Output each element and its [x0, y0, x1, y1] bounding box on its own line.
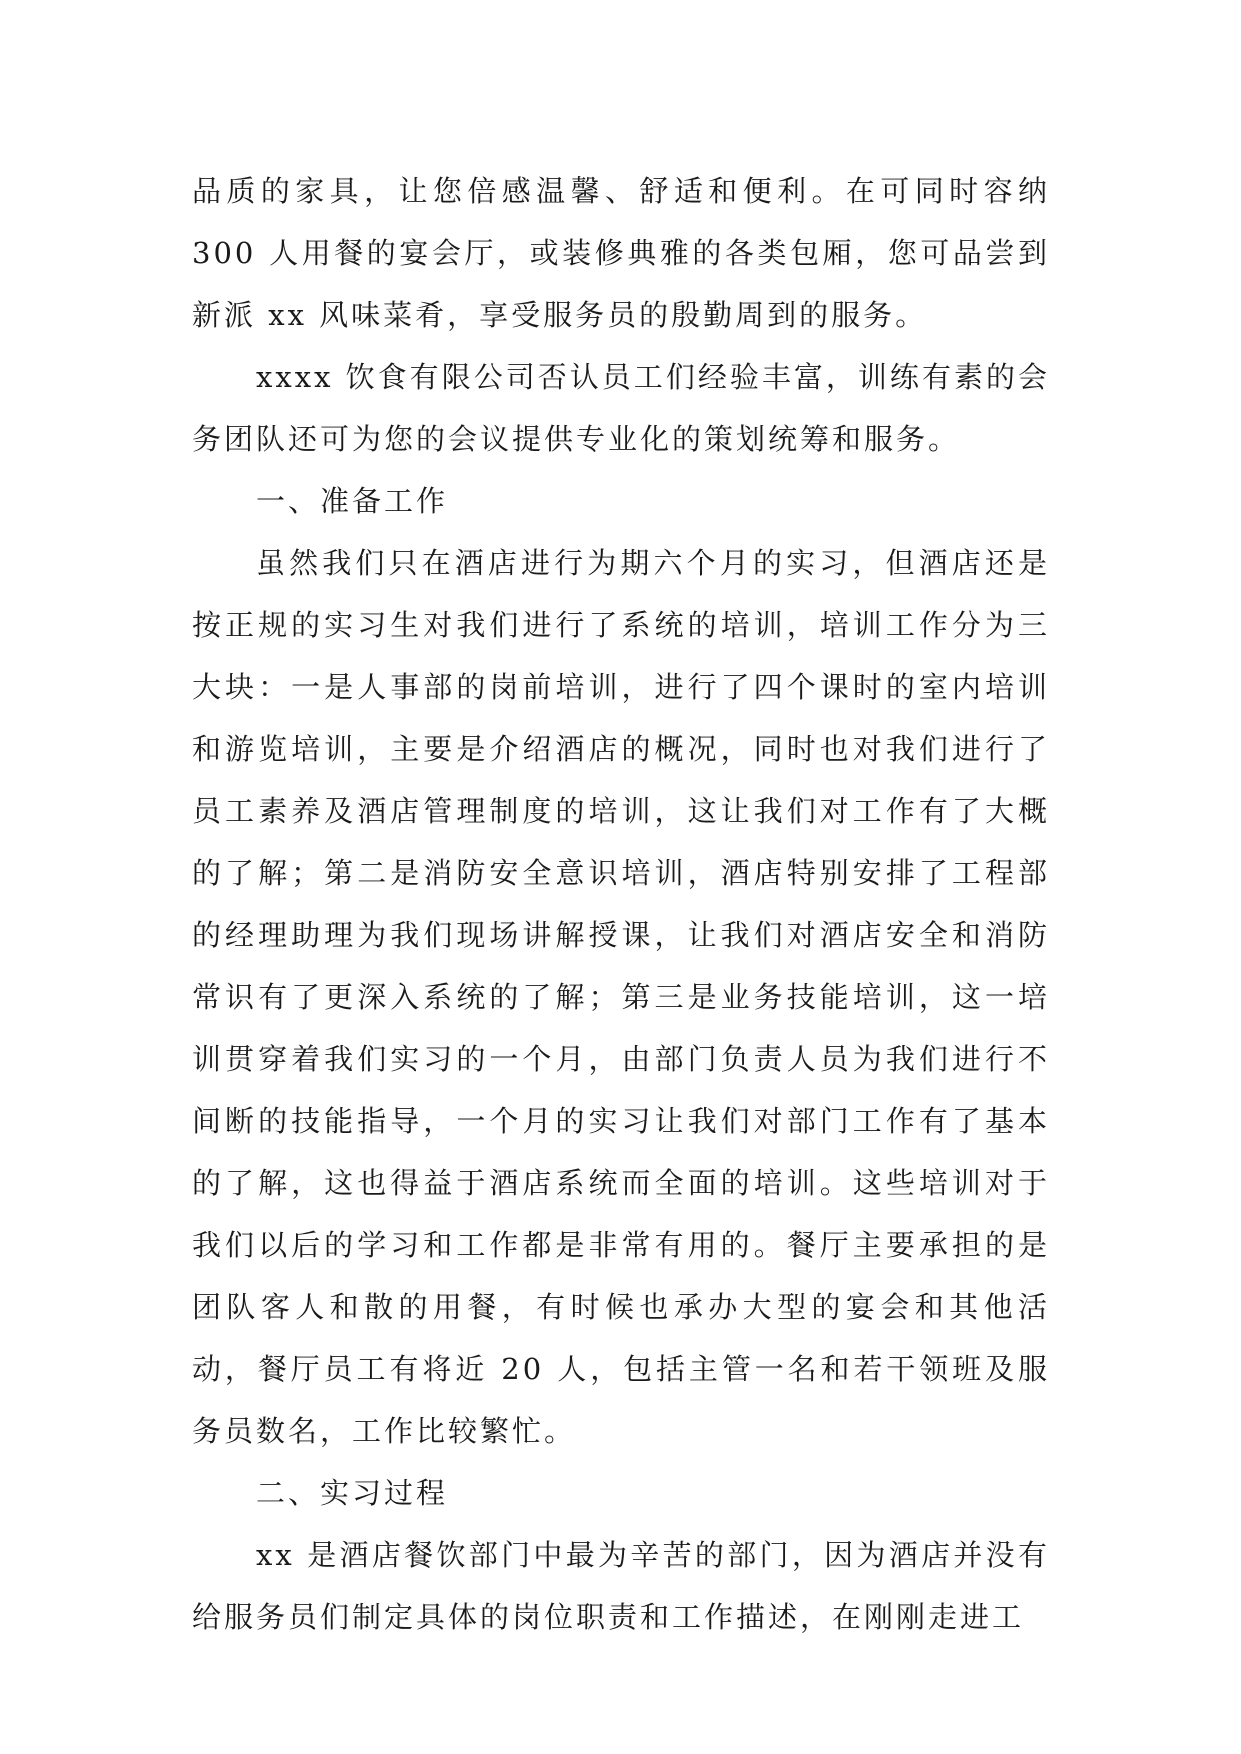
section-heading-internship-process: 二、实习过程: [256, 1476, 449, 1510]
paragraph-continued: 品质的家具，让您倍感温馨、舒适和便利。在可同时容纳 300 人用餐的宴会厅，或装修典雅的各类包厢，您可品尝到新派 xx 风味菜肴，享受服务员的殷勤周到的服务。: [192, 174, 1050, 332]
paragraph-training: 虽然我们只在酒店进行为期六个月的实习，但酒店还是按正规的实习生对我们进行了系统的培训，培训工作分为三大块：一是人事部的岗前培训，进行了四个课时的室内培训和游览培训，主要是介绍酒店的概况，同时也对我们进行了员工素养及酒店管理制度的培训，这让我们对工作有了大概的了解；第二是消防安全意识培训，酒店特别安排了工程部的经理助理为我们现场讲解授课，让我们对酒店安全和消防常识有了更深入系统的了解；第三是业务技能培训，这一培训贯穿着我们实习的一个月，由部门负责人员为我们进行不间断的技能指导，一个月的实习让我们对部门工作有了基本的了解，这也得益于酒店系统而全面的培训。这些培训对于我们以后的学习和工作都是非常有用的。餐厅主要承担的是团队客人和散的用餐，有时候也承办大型的宴会和其他活动，餐厅员工有将近 20 人，包括主管一名和若干领班及服务员数名，工作比较繁忙。: [192, 546, 1050, 1448]
paragraph-internship-process: xx 是酒店餐饮部门中最为辛苦的部门，因为酒店并没有给服务员们制定具体的岗位职责和工作描述，在刚刚走进工: [192, 1538, 1050, 1634]
section-heading-preparation: 一、准备工作: [256, 484, 449, 518]
paragraph-company-intro: xxxx 饮食有限公司否认员工们经验丰富，训练有素的会务团队还可为您的会议提供专业化的策划统筹和服务。: [192, 360, 1050, 456]
document-body: [192, 160, 1050, 1648]
